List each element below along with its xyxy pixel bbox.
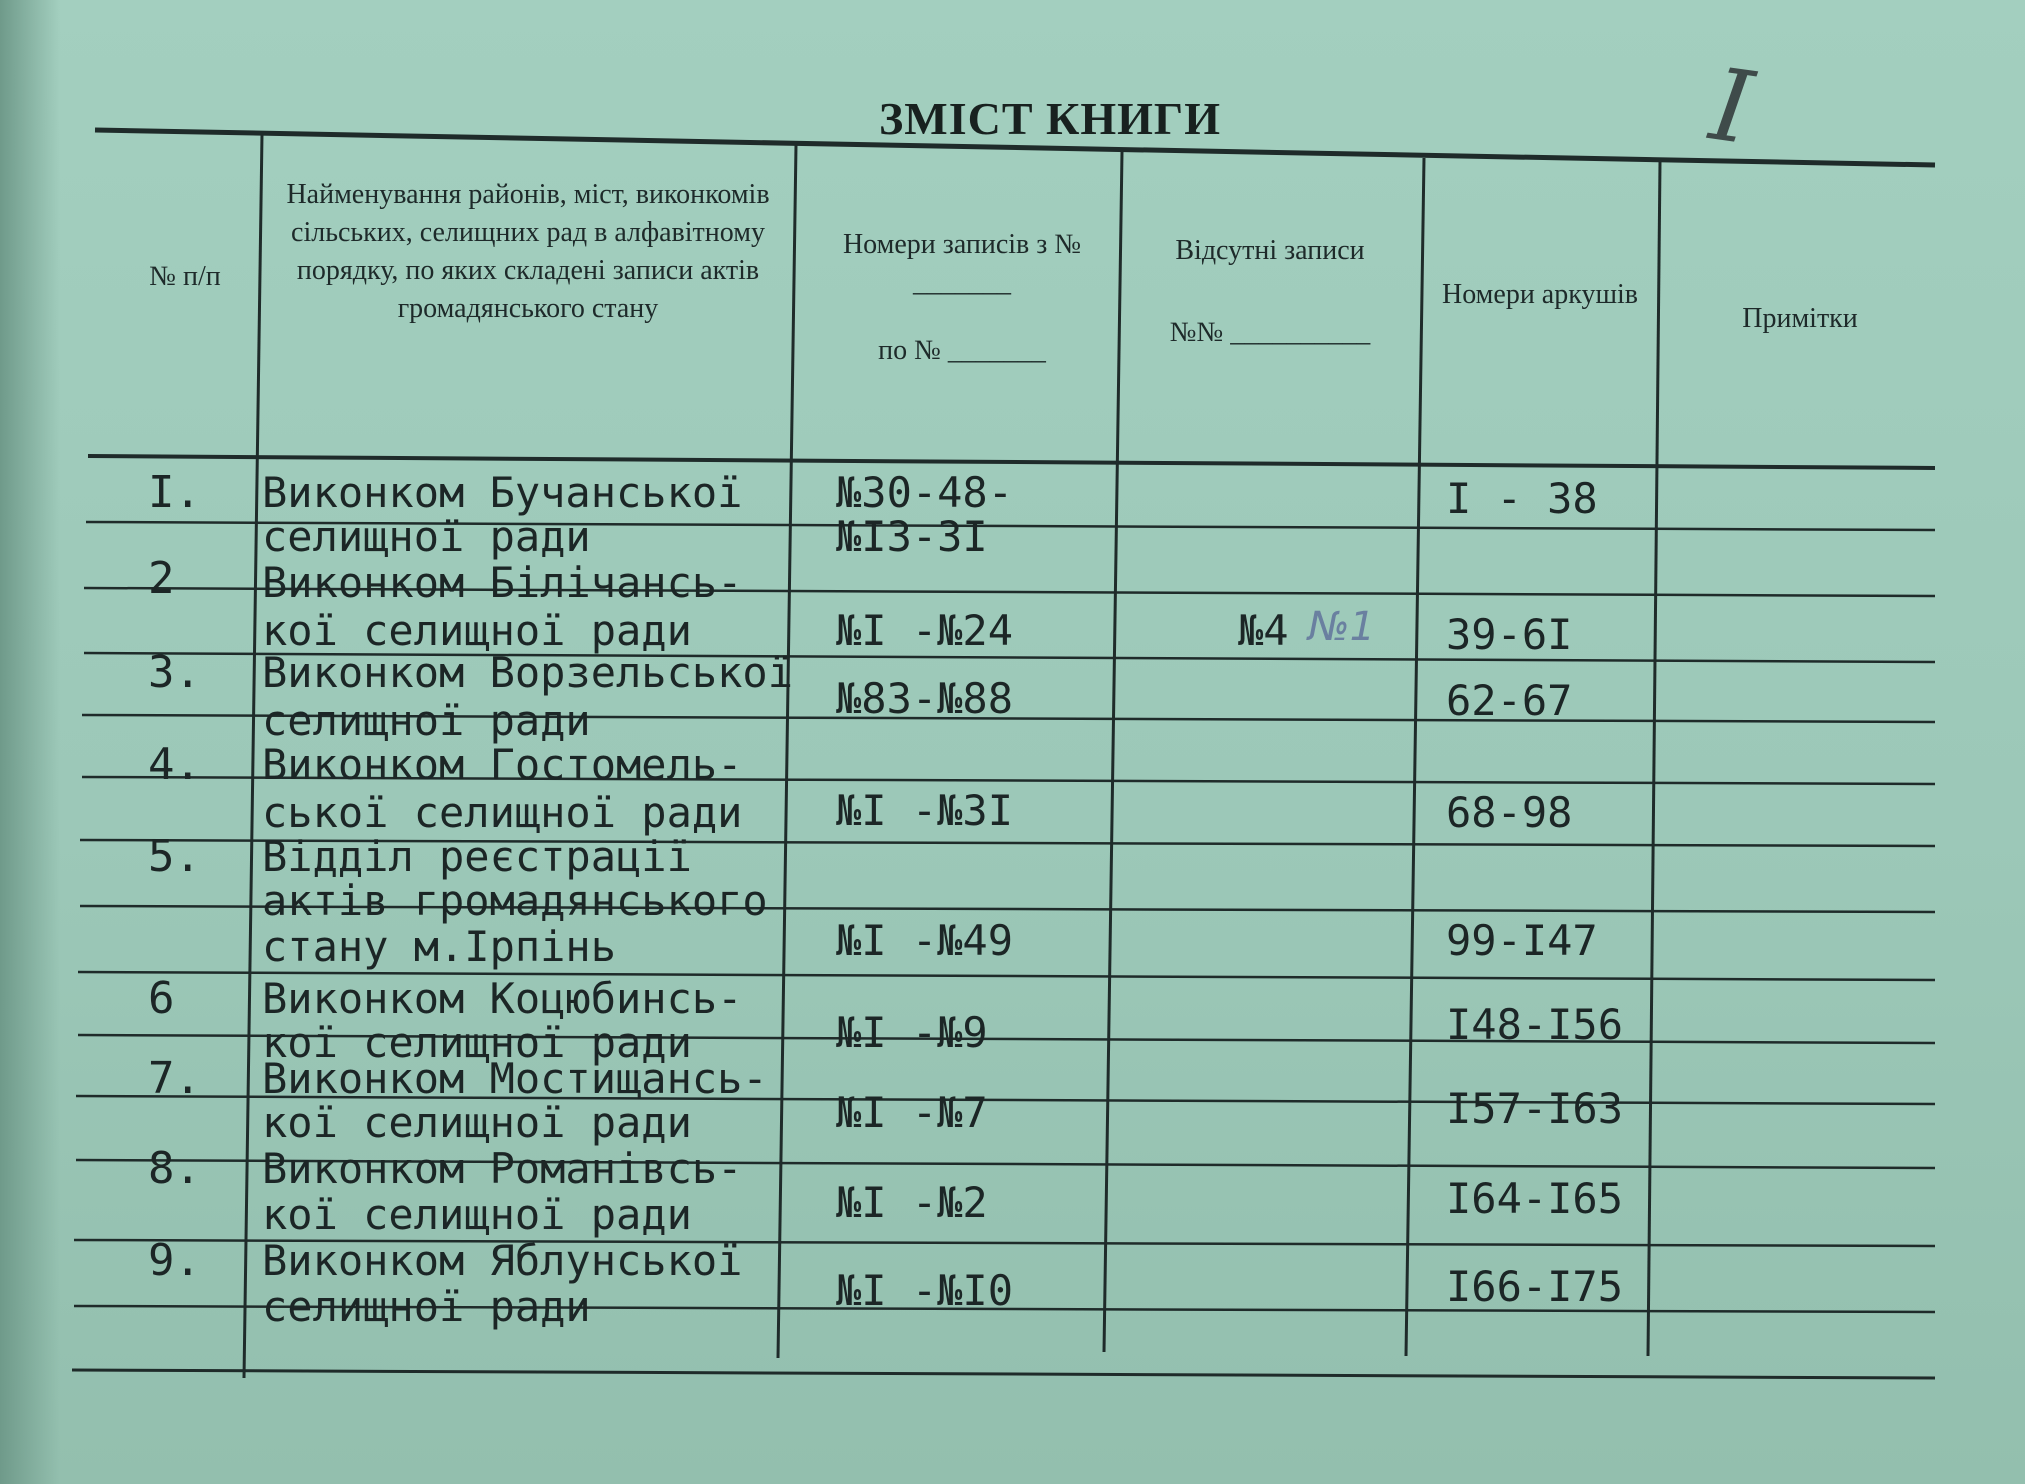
- row-3-name: Виконком Ворзельської: [262, 648, 794, 697]
- row-1-name-cont: селищної ради: [262, 512, 591, 561]
- row-3-name-cont: селищної ради: [262, 696, 591, 745]
- row-7-records: №I -№7: [836, 1088, 988, 1137]
- header-records-from: Номери записів з № _______: [842, 229, 1082, 298]
- row-2-missing-handwritten: №1: [1308, 604, 1376, 650]
- row-4-number: 4.: [148, 739, 201, 790]
- row-9-number: 9.: [148, 1235, 201, 1286]
- row-7-name-cont: кої селищної ради: [262, 1098, 692, 1147]
- column-rule: [244, 134, 262, 1378]
- row-4-records: №I -№3I: [836, 786, 1014, 835]
- row-3-records: №83-№88: [836, 674, 1014, 723]
- table-bottom-rule: [72, 1370, 1935, 1378]
- header-name: Найменування районів, міст, виконкомів сільських, селищних рад в алфавітному порядку, по яких складені записи актів громадянського стану: [286, 179, 770, 324]
- row-5-name: Відділ реєстрації: [262, 832, 692, 881]
- row-6-sheets: I48-I56: [1446, 1000, 1624, 1049]
- row-3-sheets: 62-67: [1446, 676, 1573, 725]
- row-5-records: №I -№49: [836, 916, 1014, 965]
- row-5-name-cont2: стану м.Ірпінь: [262, 922, 617, 971]
- row-8-records: №I -№2: [836, 1178, 988, 1227]
- row-1-sheets: I - 38: [1446, 474, 1598, 523]
- row-8-name: Виконком Романівсь-: [262, 1144, 743, 1193]
- row-2-records: №I -№24: [836, 606, 1014, 655]
- row-1-records-cont: №I3-3I: [836, 512, 988, 561]
- row-9-name: Виконком Яблунської: [262, 1236, 743, 1285]
- handwritten-roman-numeral: I: [1704, 45, 1760, 168]
- row-1-name: Виконком Бучанської: [262, 468, 743, 517]
- header-number: № п/п: [149, 261, 221, 292]
- row-2-number: 2: [148, 553, 175, 604]
- row-6-records: №I -№9: [836, 1008, 988, 1057]
- column-rule: [1104, 152, 1122, 1352]
- row-6-name-cont: кої селищної ради: [262, 1018, 692, 1067]
- row-5-sheets: 99-I47: [1446, 916, 1598, 965]
- row-8-number: 8.: [148, 1143, 201, 1194]
- row-4-sheets: 68-98: [1446, 788, 1573, 837]
- row-4-name-cont: ської селищної ради: [262, 788, 743, 837]
- column-rule: [778, 145, 796, 1358]
- row-2-missing: №4: [1238, 606, 1289, 655]
- row-5-name-cont: актів громадянського: [262, 876, 768, 925]
- row-7-name: Виконком Мостищансь-: [262, 1054, 768, 1103]
- row-2-sheets: 39-6I: [1446, 610, 1573, 659]
- row-4-name: Виконком Гостомель-: [262, 740, 743, 789]
- row-3-number: 3.: [148, 647, 201, 698]
- header-notes: Примітки: [1742, 303, 1858, 334]
- header-records-to: по № _______: [878, 335, 1046, 366]
- header-sheets: Номери аркушів: [1441, 279, 1638, 310]
- row-8-name-cont: кої селищної ради: [262, 1190, 692, 1239]
- row-1-number: I.: [148, 467, 201, 518]
- header-missing-numbers: №№ __________: [1169, 317, 1371, 348]
- header-missing: Відсутні записи: [1175, 235, 1365, 266]
- row-9-sheets: I66-I75: [1446, 1262, 1624, 1311]
- row-6-name: Виконком Коцюбинсь-: [262, 974, 743, 1023]
- row-2-name-cont: кої селищної ради: [262, 606, 692, 655]
- row-9-records: №I -№I0: [836, 1266, 1014, 1315]
- row-1-records: №30-48-: [836, 468, 1014, 517]
- column-rule: [1648, 162, 1660, 1356]
- table-top-rule: [95, 130, 1935, 165]
- row-7-number: 7.: [148, 1053, 201, 1104]
- page-title: ЗМІСТ КНИГИ: [879, 93, 1221, 144]
- row-6-number: 6: [148, 973, 175, 1024]
- row-8-sheets: I64-I65: [1446, 1174, 1624, 1223]
- row-7-sheets: I57-I63: [1446, 1084, 1624, 1133]
- row-2-name: Виконком Білічансь-: [262, 558, 743, 607]
- row-5-number: 5.: [148, 831, 201, 882]
- row-9-name-cont: селищної ради: [262, 1282, 591, 1331]
